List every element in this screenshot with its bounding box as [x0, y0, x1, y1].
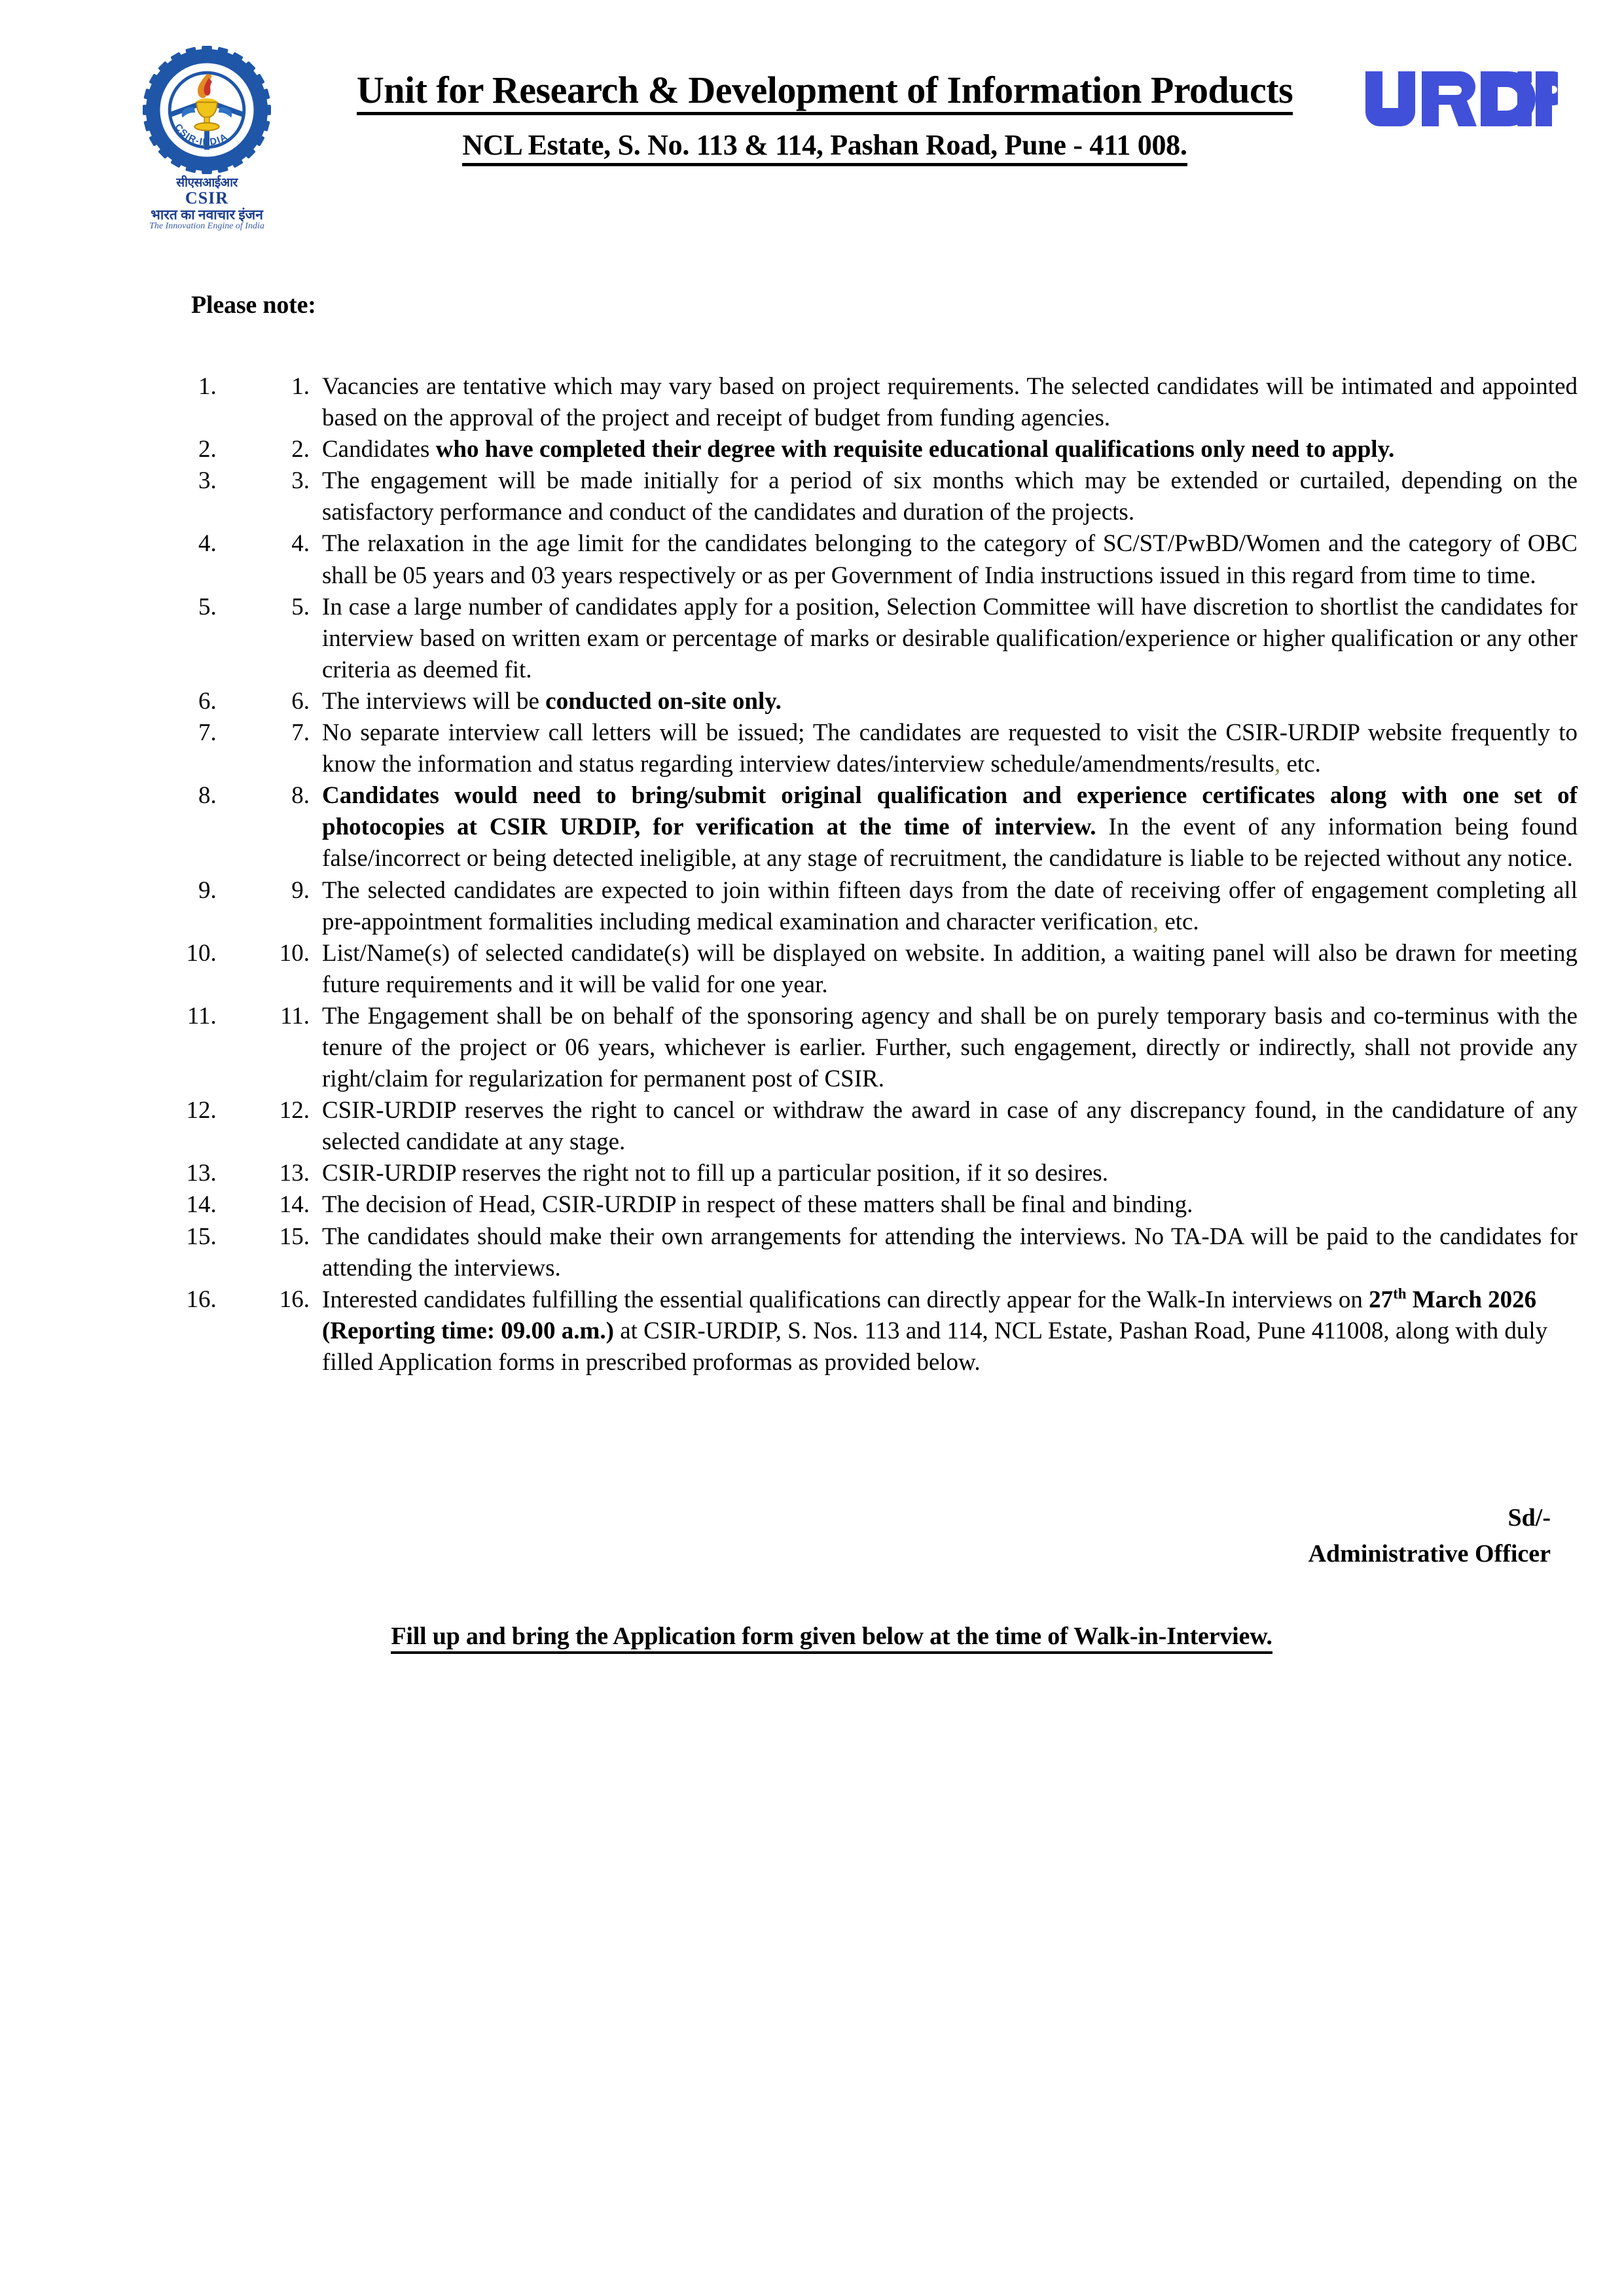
csir-acronym: CSIR: [185, 188, 229, 207]
csir-hindi-acronym: सीएसआईआर: [176, 176, 238, 190]
note-item-text-run: In the event of any information being found false/incorrect or being detected ineligible, at any stage of recruitment, the candidature is liable to be rejected without any notice.: [322, 814, 1578, 872]
note-item-text-run: The interviews will be: [322, 687, 546, 715]
note-item-number: 8. 8.: [291, 782, 310, 810]
notes-list: [196, 371, 1578, 1378]
note-item-text: [322, 686, 1578, 717]
note-item-text-run: CSIR-URDIP reserves the right not to fill up a particular position, if it so desires.: [322, 1160, 1108, 1187]
note-item-text-run: Candidates would need to bring/submit original qualification and experience certificates along with one set of photocopies at CSIR URDIP, for verification at the time of interview.: [322, 782, 1578, 841]
please-note-heading: Please note:: [191, 291, 316, 319]
note-item-number: 9. 9.: [291, 876, 310, 904]
note-item-text: [322, 938, 1578, 1001]
note-item-text-run: who have completed their degree with requisite educational qualifications only need to apply.: [435, 436, 1395, 463]
note-item-text-run: The decision of Head, CSIR-URDIP in respect of these matters shall be final and binding.: [322, 1191, 1193, 1219]
svg-text:CSIR-INDIA: CSIR-INDIA: [172, 122, 230, 148]
note-item: [223, 717, 1578, 780]
note-item-text: [322, 1284, 1578, 1379]
note-item-text: [322, 434, 1578, 465]
organisation-title: Unit for Research & Development of Information Products: [357, 71, 1293, 115]
note-item: [223, 528, 1578, 591]
note-item-text-run: etc.: [1159, 908, 1199, 935]
organisation-address-block: [327, 128, 1322, 166]
signature-designation: Administrative Officer: [1308, 1540, 1551, 1568]
note-item-text-run: at CSIR-URDIP, S. Nos. 113 and 114, NCL Estate, Pashan Road, Pune 411008, along with duly filled Application forms in prescribed proformas as provided below.: [322, 1318, 1548, 1376]
note-item: [223, 1095, 1578, 1158]
note-item-text-run: The engagement will be made initially for a period of six months which may be extended or curtailed, depending on the satisfactory performance and conduct of the candidates and duration of the projects.: [322, 467, 1578, 526]
note-item-text: [322, 528, 1578, 591]
note-item-number: 3. 3.: [291, 467, 310, 495]
note-item: [223, 465, 1578, 528]
note-item-text-run: The Engagement shall be on behalf of the sponsoring agency and shall be on purely temporary basis and co-terminus with the tenure of the project or 06 years, whichever is earlier. Further, such engagement, directly or indirectly, shall not provide any right/claim for regularization for permanent post of CSIR.: [322, 1002, 1578, 1093]
note-item: [223, 434, 1578, 465]
note-item-number: 5. 5.: [291, 593, 310, 620]
note-item-text-run: The relaxation in the age limit for the candidates belonging to the category of SC/ST/PwBD/Women and the category of OBC shall be 05 years and 03 years respectively or as per Government of India instructions issued in this regard from time to time.: [322, 530, 1578, 589]
note-item-text-run: Interested candidates fulfilling the essential qualifications can directly appear for the Walk-In interviews on: [322, 1286, 1369, 1314]
note-item-text-run: etc.: [1280, 751, 1321, 778]
note-item-text-run: List/Name(s) of selected candidate(s) will be displayed on website. In addition, a waiting panel will also be drawn for meeting future requirements and it will be valid for one year.: [322, 939, 1578, 998]
note-item-number: 1. 1.: [291, 373, 310, 400]
document-header: [0, 0, 1624, 242]
note-item-number: 2. 2.: [291, 436, 310, 463]
note-item-text-run: ,: [1152, 908, 1159, 935]
urdip-logo-icon: [1362, 62, 1558, 134]
note-item-text: [322, 1221, 1578, 1284]
note-item-text-run: 27: [1369, 1286, 1394, 1314]
note-item-number: 12. 12.: [279, 1097, 310, 1124]
csir-logo-caption: [128, 177, 285, 231]
note-item-text: [322, 465, 1578, 528]
note-item: [223, 780, 1578, 874]
note-item-text-run: No separate interview call letters will be issued; The candidates are requested to visit the CSIR-URDIP website frequently to know the information and status regarding interview dates/interview schedule/amendments/results: [322, 719, 1578, 778]
note-item: [223, 1001, 1578, 1095]
note-item: [223, 592, 1578, 686]
note-item: [223, 1284, 1578, 1379]
note-item-text: [322, 592, 1578, 686]
note-item-number: 11. 11.: [280, 1002, 310, 1030]
organisation-address: NCL Estate, S. No. 113 & 114, Pashan Road, Pune - 411 008.: [462, 128, 1187, 166]
csir-logo: [128, 46, 285, 231]
note-item-text-run: The candidates should make their own arrangements for attending the interviews. No TA-DA will be paid to the candidates for attending the interviews.: [322, 1223, 1578, 1282]
csir-hindi-tagline: भारत का नवाचार इंजन: [151, 206, 263, 223]
note-item-number: 7. 7.: [291, 719, 310, 747]
note-item-text-run: conducted on-site only.: [545, 687, 782, 715]
note-item-text-run: Vacancies are tentative which may vary based on project requirements. The selected candidates will be intimated and appointed based on the approval of the project and receipt of budget from funding agencies.: [322, 373, 1578, 432]
note-item-text: [322, 717, 1578, 780]
note-item-text-run: th: [1393, 1285, 1407, 1302]
note-item: [223, 1158, 1578, 1189]
note-item-text: [322, 1095, 1578, 1158]
note-item-text: [322, 780, 1578, 874]
footer-note-line: [0, 1622, 1624, 1654]
note-item-text: [322, 371, 1578, 434]
note-item-number: 13. 13.: [279, 1160, 310, 1187]
note-item-text-run: CSIR-URDIP reserves the right to cancel or withdraw the award in case of any discrepancy found, in the candidature of any selected candidate at any stage.: [322, 1097, 1578, 1156]
note-item-number: 16. 16.: [279, 1285, 310, 1313]
note-item: [223, 1189, 1578, 1221]
note-item: [223, 938, 1578, 1001]
note-item-number: 6. 6.: [291, 687, 310, 715]
note-item-text-run: Candidates: [322, 436, 436, 463]
note-item-text: [322, 1158, 1578, 1189]
note-item: [223, 371, 1578, 434]
note-item-text-run: March 2026 (Reporting time: 09.00 a.m.): [322, 1286, 1537, 1345]
note-item-number: 4. 4.: [291, 530, 310, 558]
note-item-text: [322, 1189, 1578, 1221]
csir-gear-lamp-emblem-icon: [143, 46, 271, 174]
note-item: [223, 875, 1578, 938]
signature-block: [1308, 1500, 1551, 1572]
note-item-number: 15. 15.: [279, 1223, 310, 1250]
note-item-text-run: The selected candidates are expected to join within fifteen days from the date of receiving offer of engagement completing all pre-appointment formalities including medical examination and character verification: [322, 876, 1578, 935]
csir-english-tagline: The Innovation Engine of India: [149, 221, 264, 231]
signature-sd: Sd/-: [1507, 1504, 1551, 1532]
note-item: [223, 1221, 1578, 1284]
note-item-text: [322, 875, 1578, 938]
note-item-text-run: ,: [1274, 751, 1281, 778]
note-item: [223, 686, 1578, 717]
note-item-number: 14. 14.: [279, 1191, 310, 1219]
footer-note: Fill up and bring the Application form given below at the time of Walk-in-Interview.: [391, 1622, 1272, 1654]
note-item-text-run: In case a large number of candidates apply for a position, Selection Committee will have discretion to shortlist the candidates for interview based on written exam or percentage of marks or desirable qualification/experience or higher qualification or any other criteria as deemed fit.: [322, 593, 1578, 683]
organisation-title-block: [327, 71, 1322, 115]
note-item-number: 10. 10.: [279, 939, 310, 967]
note-item-text: [322, 1001, 1578, 1095]
